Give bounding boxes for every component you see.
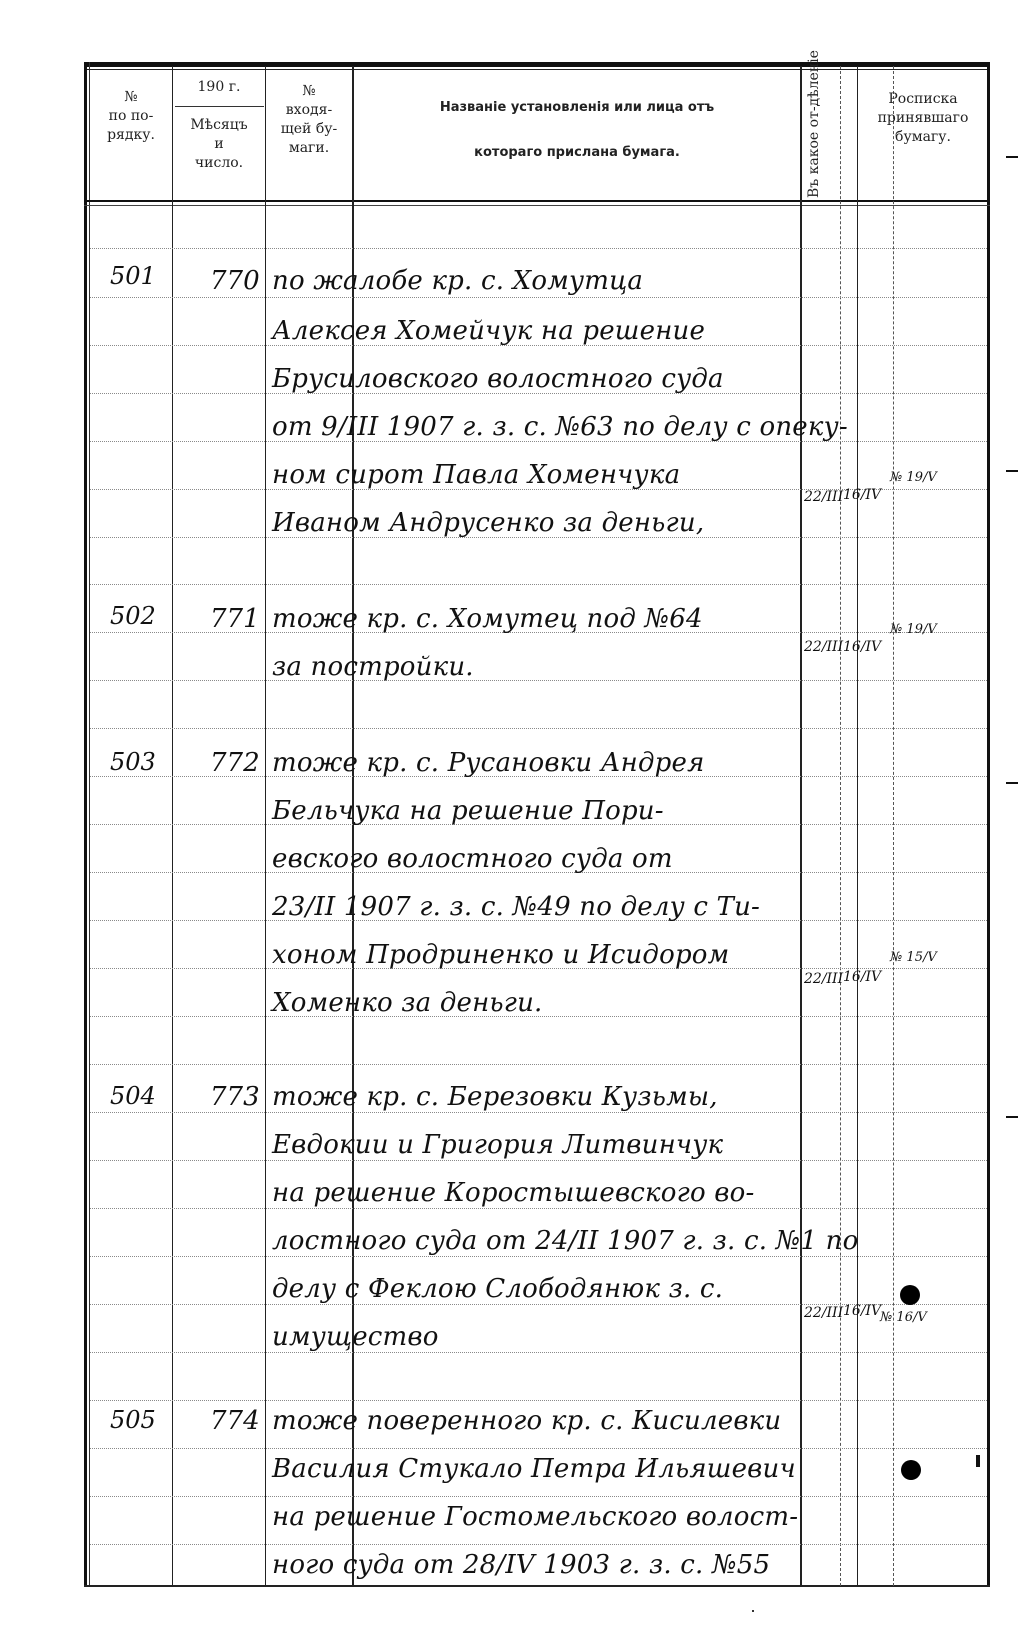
department-date-mark: 22/III [804,489,844,505]
entry-text-line: по жалобе кр. с. Хомутца [272,266,644,296]
entry-number: 501 [110,262,156,290]
entry-text-line: тоже поверенного кр. с. Кисилевки [272,1406,782,1436]
header-text: Названіе установленія или лица отъ [439,100,715,115]
header-text: по по- [108,108,154,124]
header-column-date [174,78,264,97]
header-bottom-rule [84,200,990,202]
entry-text-line: тоже кр. с. Русановки Андрея [272,748,705,778]
header-column-department [806,50,822,198]
header-text: бумагу. [895,129,951,145]
entry-text-line: делу с Феклою Слободянюк з. с. [272,1274,724,1304]
margin-tick-icon [976,1455,980,1467]
header-column-date-sub [174,116,264,173]
entry-incoming-number: 774 [210,1406,260,1436]
row-rule [90,1112,987,1113]
header-text: Мѣсяцъ [190,117,248,133]
entry-text-line: Бельчука на решение Пори- [272,796,664,826]
header-text: маги. [288,140,330,156]
margin-tick-icon [1006,470,1018,472]
entry-incoming-number: 772 [210,748,260,778]
header-text: Росписка [888,91,958,107]
margin-tick-icon [1006,782,1018,784]
paper-speck-icon [752,1610,754,1612]
header-text: рядку. [107,127,155,143]
entry-text-line: за постройки. [272,652,474,682]
entry-text-line: имущество [272,1322,439,1352]
row-rule [90,1448,987,1449]
department-date-mark: 16/IV [843,639,882,655]
entry-number: 502 [110,602,156,630]
row-rule [90,584,987,585]
frame-top-rule-inner [84,69,990,70]
column-separator-dashed [893,66,894,1586]
entry-incoming-number: 771 [210,604,260,634]
entry-number: 503 [110,748,156,776]
row-rule [90,1064,987,1065]
row-rule [90,1352,987,1353]
ink-blot-icon [901,1460,921,1480]
entry-text-line: Евдокии и Григория Литвинчук [272,1130,724,1160]
entry-text-line: Хоменко за деньги. [272,988,543,1018]
header-text: № [302,83,316,99]
department-date-mark: 22/III [804,971,844,987]
header-column-number [92,88,170,145]
department-date-mark: 16/IV [843,1303,882,1319]
receipt-mark: № 19/V [890,622,937,637]
margin-tick-icon [1006,156,1018,158]
entry-text-line: ного суда от 28/IV 1903 г. з. с. №55 [272,1550,771,1580]
entry-incoming-number: 770 [210,266,260,296]
row-rule [90,1496,987,1497]
entry-text-line: на решение Гостомельского волост- [272,1502,799,1532]
entry-text-line: Брусиловского волостного суда [272,364,724,394]
entry-incoming-number: 773 [210,1082,260,1112]
entry-text-line: тоже кр. с. Березовки Кузьмы, [272,1082,718,1112]
column-separator [857,66,858,1586]
header-text: и [214,136,224,152]
receipt-mark: № 16/V [880,1310,927,1325]
header-text: № [124,89,138,105]
department-date-mark: 16/IV [843,969,882,985]
entry-text-line: Алексея Хомейчук на решение [272,316,706,346]
row-rule [90,1256,987,1257]
header-text: входя- [285,102,333,118]
entry-text-line: лостного суда от 24/II 1907 г. з. с. №1 по [272,1226,859,1256]
entry-text-line: тоже кр. с. Хомутец под №64 [272,604,703,634]
row-rule [90,728,987,729]
header-text: щей бу- [280,121,338,137]
column-separator [172,66,173,1586]
entry-text-line: на решение Коростышевского во- [272,1178,755,1208]
row-rule [90,680,987,681]
header-column-incoming [267,82,351,158]
entry-text-line: от 9/III 1907 г. з. с. №63 по делу с опеку- [272,412,848,442]
column-separator [800,66,802,1586]
row-rule [90,297,987,298]
entry-text-line: Василия Стукало Петра Ильяшевич [272,1454,796,1484]
department-date-mark: 16/IV [843,487,882,503]
department-date-mark: 22/III [804,639,844,655]
receipt-mark: № 15/V [890,950,937,965]
header-text: число. [194,155,244,171]
entry-text-line: евского волостного суда от [272,844,673,874]
frame-left-rule [84,62,87,1587]
ink-blot-icon [900,1285,920,1305]
row-rule [90,1400,987,1401]
header-text: принявшаго [877,110,969,126]
frame-bottom-rule [84,1585,990,1587]
entry-text-line: Иваном Андрусенко за деньги, [272,508,705,538]
header-column-sender [356,98,798,162]
header-text: Въ какое от-дѣленіе [806,50,822,198]
frame-right-rule [987,62,990,1587]
header-year-text: 190 г. [197,79,241,95]
entry-text-line: ном сирот Павла Хоменчука [272,460,681,490]
row-rule [90,1160,987,1161]
margin-tick-icon [1006,1116,1018,1118]
entry-text-line: хоном Продриненко и Исидором [272,940,730,970]
entry-number: 505 [110,1406,156,1434]
row-rule [90,248,987,249]
row-rule [90,1544,987,1545]
header-date-divider [175,106,264,107]
row-rule [90,1208,987,1209]
entry-number: 504 [110,1082,156,1110]
header-column-receipt [860,90,986,147]
header-bottom-rule-inner [84,205,990,206]
frame-top-rule [84,62,990,67]
column-separator [265,66,266,1586]
receipt-mark: № 19/V [890,470,937,485]
entry-text-line: 23/II 1907 г. з. с. №49 по делу с Ти- [272,892,761,922]
header-text: котораго прислана бумага. [474,145,680,160]
column-separator-dashed [840,66,841,1586]
department-date-mark: 22/III [804,1305,844,1321]
